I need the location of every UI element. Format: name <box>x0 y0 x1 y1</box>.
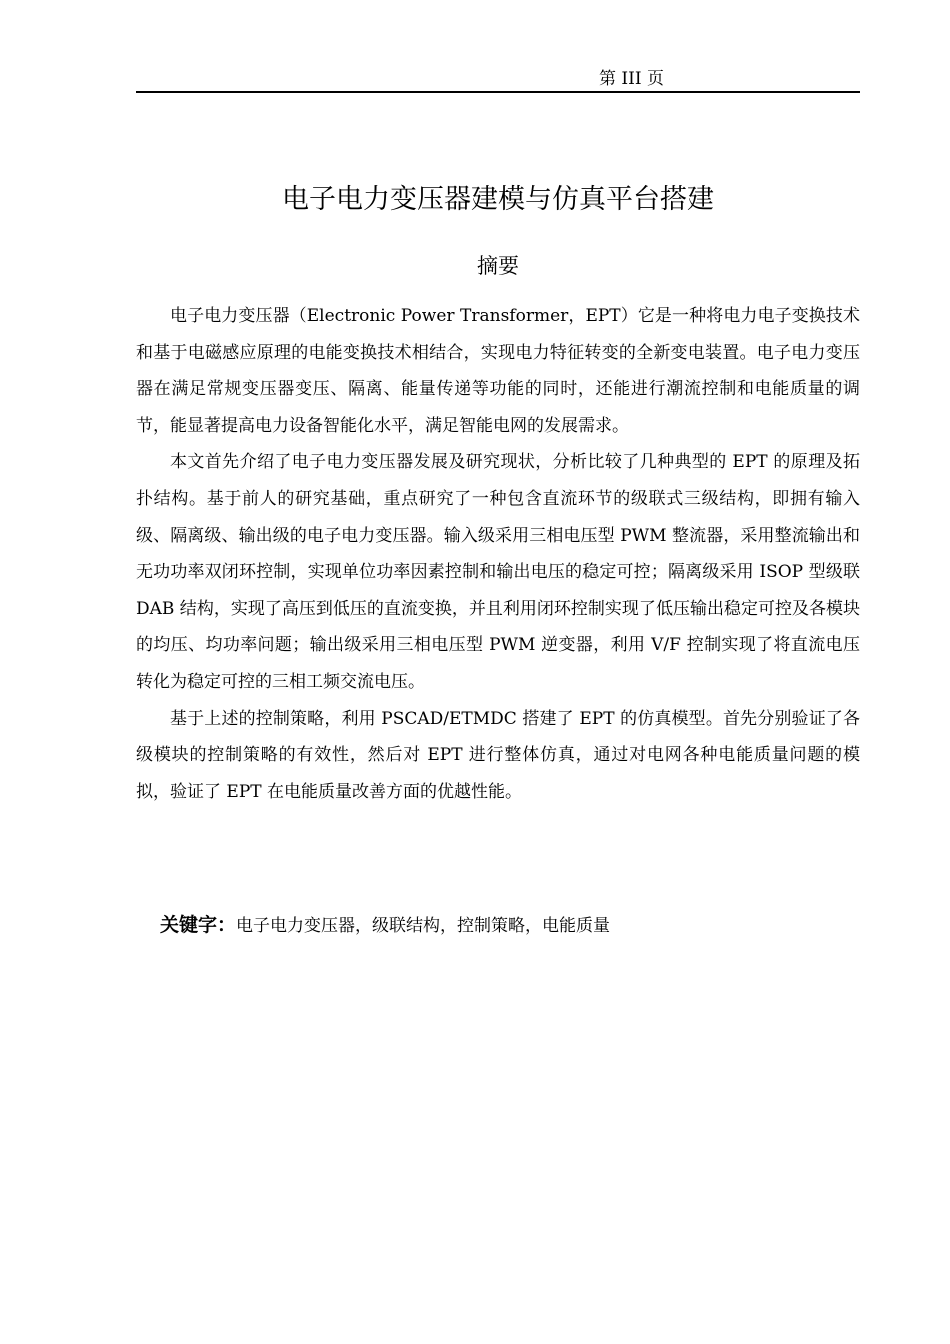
abstract-body <box>136 298 860 810</box>
abstract-heading: 摘要 <box>477 254 519 278</box>
abstract-paragraph-1: 电子电力变压器（Electronic Power Transformer，EPT）它是一种将电力电子变换技术和基于电磁感应原理的电能变换技术相结合，实现电力特征转变的全新变电装置。电子电力变压器在满足常规变压器变压、隔离、能量传递等功能的同时，还能进行潮流控制和电能质量的调节，能显著提高电力设备智能化水平，满足智能电网的发展需求。 <box>136 306 860 436</box>
document-title: 电子电力变压器建模与仿真平台搭建 <box>282 184 714 215</box>
abstract-paragraph-3: 基于上述的控制策略，利用 PSCAD/ETMDC 搭建了 EPT 的仿真模型。首先分别验证了各级模块的控制策略的有效性，然后对 EPT 进行整体仿真，通过对电网各种电能质量问题的模拟，验证了 EPT 在电能质量改善方面的优越性能。 <box>136 708 860 802</box>
page-header <box>136 64 860 92</box>
keywords-line <box>160 908 860 943</box>
keywords-text: 电子电力变压器，级联结构，控制策略，电能质量 <box>236 916 611 936</box>
abstract-paragraph-2: 本文首先介绍了电子电力变压器发展及研究现状，分析比较了几种典型的 EPT 的原理及拓扑结构。基于前人的研究基础，重点研究了一种包含直流环节的级联式三级结构，即拥有输入级、隔离级、输出级的电子电力变压器。输入级采用三相电压型 PWM 整流器，采用整流输出和无功功率双闭环控制，实现单位功率因素控制和输出电压的稳定可控；隔离级采用 ISOP 型级联 DAB 结构，实现了高压到低压的直流变换，并且利用闭环控制实现了低压输出稳定可控及各模块的均压、均功率问题；输出级采用三相电压型 PWM 逆变器，利用 V/F 控制实现了将直流电压转化为稳定可控的三相工频交流电压。 <box>136 452 860 692</box>
page-number: 第 III 页 <box>599 69 664 89</box>
header-rule <box>136 91 860 93</box>
keywords-label: 关键字： <box>160 914 237 936</box>
